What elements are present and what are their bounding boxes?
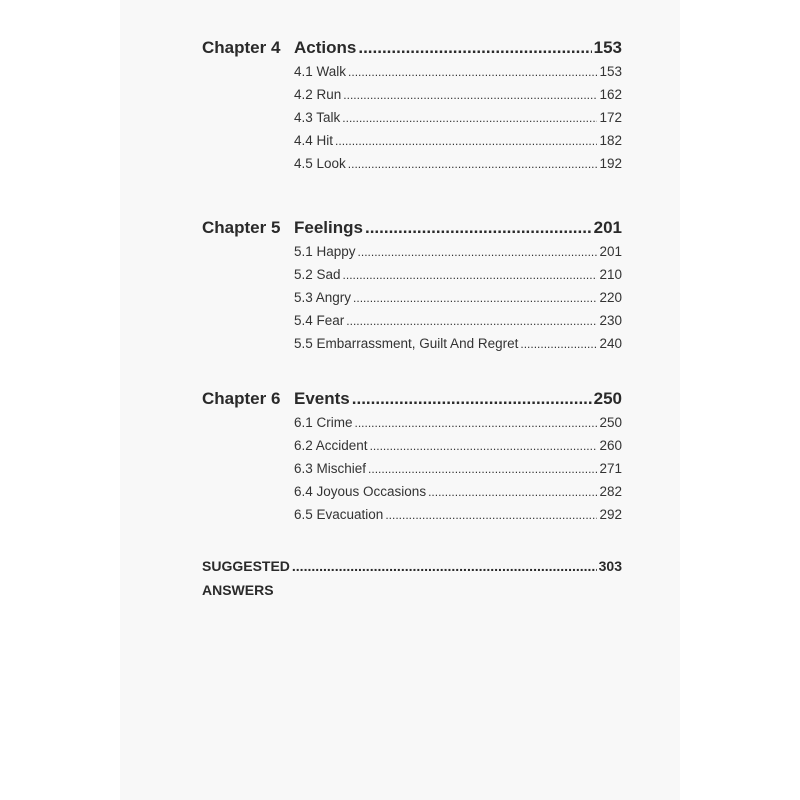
section-entry xyxy=(294,152,622,175)
dot-leader xyxy=(355,412,598,435)
section-title: 4.1 Walk xyxy=(294,64,347,79)
section-title: 6.3 Mischief xyxy=(294,461,367,476)
section-page-number: 260 xyxy=(599,438,622,453)
section-entry xyxy=(294,503,622,526)
chapter-number: Chapter 6 xyxy=(202,389,281,408)
section-page-number: 172 xyxy=(599,110,622,125)
section-page-number: 192 xyxy=(599,156,622,171)
chapter-block xyxy=(202,216,622,355)
chapter-title: Feelings xyxy=(294,218,363,237)
section-page-number: 162 xyxy=(599,87,622,102)
dot-leader xyxy=(348,61,597,84)
suggested-answers-page-number: 303 xyxy=(598,558,622,574)
dot-leader xyxy=(520,333,597,356)
chapter-page-number: 250 xyxy=(593,389,622,408)
section-entry xyxy=(294,457,622,480)
dot-leader xyxy=(352,387,592,411)
dot-leader xyxy=(358,241,598,264)
section-entry xyxy=(294,240,622,263)
section-page-number: 201 xyxy=(599,244,622,259)
section-title: 4.4 Hit xyxy=(294,133,334,148)
dot-leader xyxy=(343,84,597,107)
section-page-number: 210 xyxy=(599,267,622,282)
dot-leader xyxy=(358,36,591,60)
section-page-number: 250 xyxy=(599,415,622,430)
section-title: 5.3 Angry xyxy=(294,290,352,305)
section-list xyxy=(202,411,622,526)
chapter-page-number: 153 xyxy=(593,38,622,57)
dot-leader xyxy=(365,216,592,240)
dot-leader xyxy=(335,130,597,153)
section-entry xyxy=(294,263,622,286)
section-entry xyxy=(294,434,622,457)
section-title: 5.2 Sad xyxy=(294,267,341,282)
suggested-answers-entry xyxy=(202,554,622,602)
section-title: 5.5 Embarrassment, Guilt And Regret xyxy=(294,336,519,351)
section-entry xyxy=(294,332,622,355)
section-entry xyxy=(294,106,622,129)
section-page-number: 230 xyxy=(599,313,622,328)
chapter-heading xyxy=(202,216,622,240)
section-title: 5.4 Fear xyxy=(294,313,345,328)
section-entry xyxy=(294,129,622,152)
section-entry xyxy=(294,286,622,309)
suggested-answers-title: SUGGESTED ANSWERS xyxy=(202,558,290,598)
section-title: 6.4 Joyous Occasions xyxy=(294,484,427,499)
chapter-heading xyxy=(202,387,622,411)
section-title: 6.5 Evacuation xyxy=(294,507,384,522)
dot-leader xyxy=(348,153,598,176)
chapter-page-number: 201 xyxy=(593,218,622,237)
dot-leader xyxy=(342,107,597,130)
section-title: 4.5 Look xyxy=(294,156,346,171)
section-title: 6.2 Accident xyxy=(294,438,368,453)
chapter-number: Chapter 5 xyxy=(202,218,281,237)
section-list xyxy=(202,60,622,175)
chapter-block xyxy=(202,36,622,175)
chapter-number: Chapter 4 xyxy=(202,38,281,57)
section-entry xyxy=(294,480,622,503)
section-page-number: 220 xyxy=(599,290,622,305)
section-entry xyxy=(294,309,622,332)
section-list xyxy=(202,240,622,355)
section-title: 4.3 Talk xyxy=(294,110,341,125)
dot-leader xyxy=(428,481,597,504)
chapter-heading xyxy=(202,36,622,60)
section-page-number: 282 xyxy=(599,484,622,499)
dot-leader xyxy=(353,287,597,310)
chapter-title: Actions xyxy=(294,38,357,57)
section-entry xyxy=(294,60,622,83)
section-entry xyxy=(294,83,622,106)
section-title: 6.1 Crime xyxy=(294,415,353,430)
dot-leader xyxy=(346,310,597,333)
section-page-number: 292 xyxy=(599,507,622,522)
section-entry xyxy=(294,411,622,434)
dot-leader xyxy=(368,458,597,481)
section-page-number: 153 xyxy=(599,64,622,79)
dot-leader xyxy=(343,264,598,287)
dot-leader xyxy=(385,504,597,527)
section-title: 4.2 Run xyxy=(294,87,342,102)
section-page-number: 240 xyxy=(599,336,622,351)
dot-leader xyxy=(292,554,597,578)
section-title: 5.1 Happy xyxy=(294,244,356,259)
section-page-number: 182 xyxy=(599,133,622,148)
dot-leader xyxy=(370,435,598,458)
chapter-block xyxy=(202,387,622,526)
chapter-title: Events xyxy=(294,389,350,408)
section-page-number: 271 xyxy=(599,461,622,476)
